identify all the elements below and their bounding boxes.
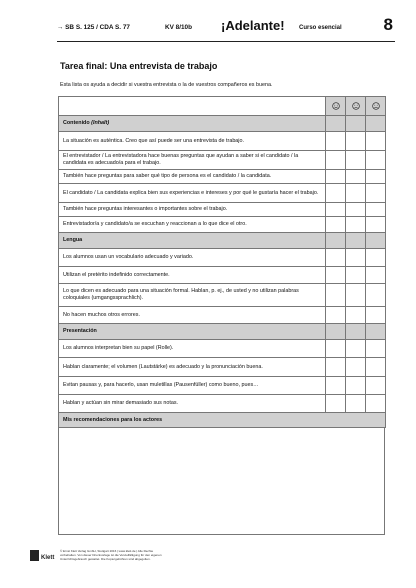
rating-checkbox[interactable] xyxy=(366,307,386,323)
rating-checkbox[interactable] xyxy=(366,267,386,283)
criterion-text: Hablan y actúan sin mirar demasiado sus notas. xyxy=(59,395,326,412)
rating-checkbox[interactable] xyxy=(366,377,386,394)
rating-checkbox[interactable] xyxy=(346,184,366,202)
recommendations-header-row xyxy=(59,413,386,428)
recommendations-box[interactable] xyxy=(58,428,385,535)
rating-checkbox[interactable] xyxy=(346,358,366,376)
rating-checkbox[interactable] xyxy=(366,340,386,357)
rating-checkbox[interactable] xyxy=(346,307,366,323)
rating-checkbox[interactable] xyxy=(326,377,346,394)
rating-checkbox[interactable] xyxy=(346,249,366,266)
criterion-row xyxy=(59,340,386,358)
unit-number: 8 xyxy=(383,15,393,34)
criterion-row xyxy=(59,358,386,377)
worksheet-code: KV 8/10b xyxy=(165,24,192,31)
rating-checkbox[interactable] xyxy=(326,170,346,183)
blank-header-cell xyxy=(59,97,326,115)
criterion-row xyxy=(59,184,386,203)
evaluation-checklist xyxy=(58,96,386,428)
recommendations-title: Mis recomendaciones para los actores xyxy=(59,413,386,427)
smile-icon xyxy=(326,97,346,115)
rating-checkbox[interactable] xyxy=(366,203,386,216)
rating-checkbox[interactable] xyxy=(326,217,346,232)
section-shaded-cell xyxy=(326,233,346,248)
copyright-line: vorbehalten. Von dieser Druckvorlage ist die Vervielfältigung für den eigenen xyxy=(60,553,162,557)
criterion-text: El entrevistador / La entrevistadora hace buenas preguntas que ayudan a saber si el candidato / la candidata es adecuado/a para el trabajo. xyxy=(59,151,326,169)
section-header-row xyxy=(59,324,386,340)
criterion-text: También hace preguntas interesantes o importantes sobre el trabajo. xyxy=(59,203,326,216)
rating-checkbox[interactable] xyxy=(326,132,346,150)
copyright-line: Unterrichtsgebrauch gestattet. Die Kopiergebühren sind abgegolten. xyxy=(60,557,151,561)
section-title: Presentación xyxy=(59,324,326,339)
rating-header-row xyxy=(59,97,386,116)
rating-checkbox[interactable] xyxy=(366,184,386,202)
rating-checkbox[interactable] xyxy=(346,267,366,283)
criterion-row xyxy=(59,203,386,217)
rating-checkbox[interactable] xyxy=(346,377,366,394)
rating-checkbox[interactable] xyxy=(326,395,346,412)
intro-text: Esta lista os ayuda a decidir si vuestra entrevista o la de vuestros compañeros es buena. xyxy=(60,82,273,88)
book-title: ¡Adelante! xyxy=(221,18,285,33)
neutral-face-icon xyxy=(346,97,366,115)
section-shaded-cell xyxy=(346,324,366,339)
criterion-text: Entrevistador/a y candidato/a se escuchan y reaccionan a lo que dice el otro. xyxy=(59,217,326,232)
section-title: Contenido (Inhalt) xyxy=(59,116,326,131)
criterion-text: La situación es auténtica. Creo que así puede ser una entrevista de trabajo. xyxy=(59,132,326,150)
criterion-row xyxy=(59,249,386,267)
rating-checkbox[interactable] xyxy=(326,249,346,266)
criterion-text: Lo que dicen es adecuado para una situación formal. Hablan, p. ej., de usted y no utilizan palabras coloquiales (umgangssprachlich). xyxy=(59,284,326,306)
rating-checkbox[interactable] xyxy=(326,203,346,216)
criterion-row xyxy=(59,170,386,184)
criterion-row xyxy=(59,307,386,324)
criterion-text: Los alumnos usan un vocabulario adecuado y variado. xyxy=(59,249,326,266)
rating-checkbox[interactable] xyxy=(346,217,366,232)
rating-checkbox[interactable] xyxy=(326,184,346,202)
rating-checkbox[interactable] xyxy=(346,151,366,169)
textbook-reference: → SB S. 125 / CDA S. 77 xyxy=(57,24,130,31)
criterion-text: El candidato / La candidata explica bien sus experiencias e intereses y por qué le gustaría hacer el trabajo. xyxy=(59,184,326,202)
rating-checkbox[interactable] xyxy=(326,151,346,169)
rating-checkbox[interactable] xyxy=(326,267,346,283)
rating-checkbox[interactable] xyxy=(346,284,366,306)
rating-checkbox[interactable] xyxy=(346,170,366,183)
rating-checkbox[interactable] xyxy=(346,203,366,216)
criterion-row xyxy=(59,132,386,151)
page-header xyxy=(57,17,395,42)
course-name: Curso esencial xyxy=(299,25,342,31)
criterion-text: Evitan pausas y, para hacerlo, usan muletillas (Pausenfüller) como bueno, pues… xyxy=(59,377,326,394)
rating-checkbox[interactable] xyxy=(366,170,386,183)
task-title: Tarea final: Una entrevista de trabajo xyxy=(60,61,218,71)
criterion-row xyxy=(59,377,386,395)
criterion-text: Utilizan el pretérito indefinido correctamente. xyxy=(59,267,326,283)
criterion-row xyxy=(59,217,386,233)
criterion-row xyxy=(59,284,386,307)
rating-checkbox[interactable] xyxy=(366,358,386,376)
section-title: Lengua xyxy=(59,233,326,248)
rating-checkbox[interactable] xyxy=(366,217,386,232)
rating-checkbox[interactable] xyxy=(366,395,386,412)
rating-checkbox[interactable] xyxy=(366,151,386,169)
section-shaded-cell xyxy=(366,116,386,131)
section-shaded-cell xyxy=(326,116,346,131)
rating-checkbox[interactable] xyxy=(326,307,346,323)
section-shaded-cell xyxy=(346,116,366,131)
criterion-row xyxy=(59,267,386,284)
rating-checkbox[interactable] xyxy=(366,249,386,266)
criterion-row xyxy=(59,395,386,413)
copyright-line: © Ernst Klett Verlag GmbH, Stuttgart 2016 | www.klett.de | Alle Rechte xyxy=(60,549,154,553)
section-header-row xyxy=(59,116,386,132)
section-shaded-cell xyxy=(366,233,386,248)
frown-icon xyxy=(366,97,386,115)
copyright-notice xyxy=(60,549,210,561)
rating-checkbox[interactable] xyxy=(346,340,366,357)
criterion-text: No hacen muchos otros errores. xyxy=(59,307,326,323)
rating-checkbox[interactable] xyxy=(326,340,346,357)
rating-checkbox[interactable] xyxy=(326,358,346,376)
section-shaded-cell xyxy=(346,233,366,248)
section-shaded-cell xyxy=(366,324,386,339)
rating-checkbox[interactable] xyxy=(346,132,366,150)
rating-checkbox[interactable] xyxy=(326,284,346,306)
section-shaded-cell xyxy=(326,324,346,339)
svg-text:Klett: Klett xyxy=(41,555,55,561)
rating-checkbox[interactable] xyxy=(346,395,366,412)
section-header-row xyxy=(59,233,386,249)
rating-checkbox[interactable] xyxy=(366,284,386,306)
criterion-row xyxy=(59,151,386,170)
klett-logo xyxy=(30,548,58,562)
criterion-text: También hace preguntas para saber qué tipo de persona es el candidato / la candidata. xyxy=(59,170,326,183)
criterion-text: Los alumnos interpretan bien su papel (Rolle). xyxy=(59,340,326,357)
criterion-text: Hablan claramente; el volumen (Lautstärke) es adecuado y la pronunciación buena. xyxy=(59,358,326,376)
rating-checkbox[interactable] xyxy=(366,132,386,150)
